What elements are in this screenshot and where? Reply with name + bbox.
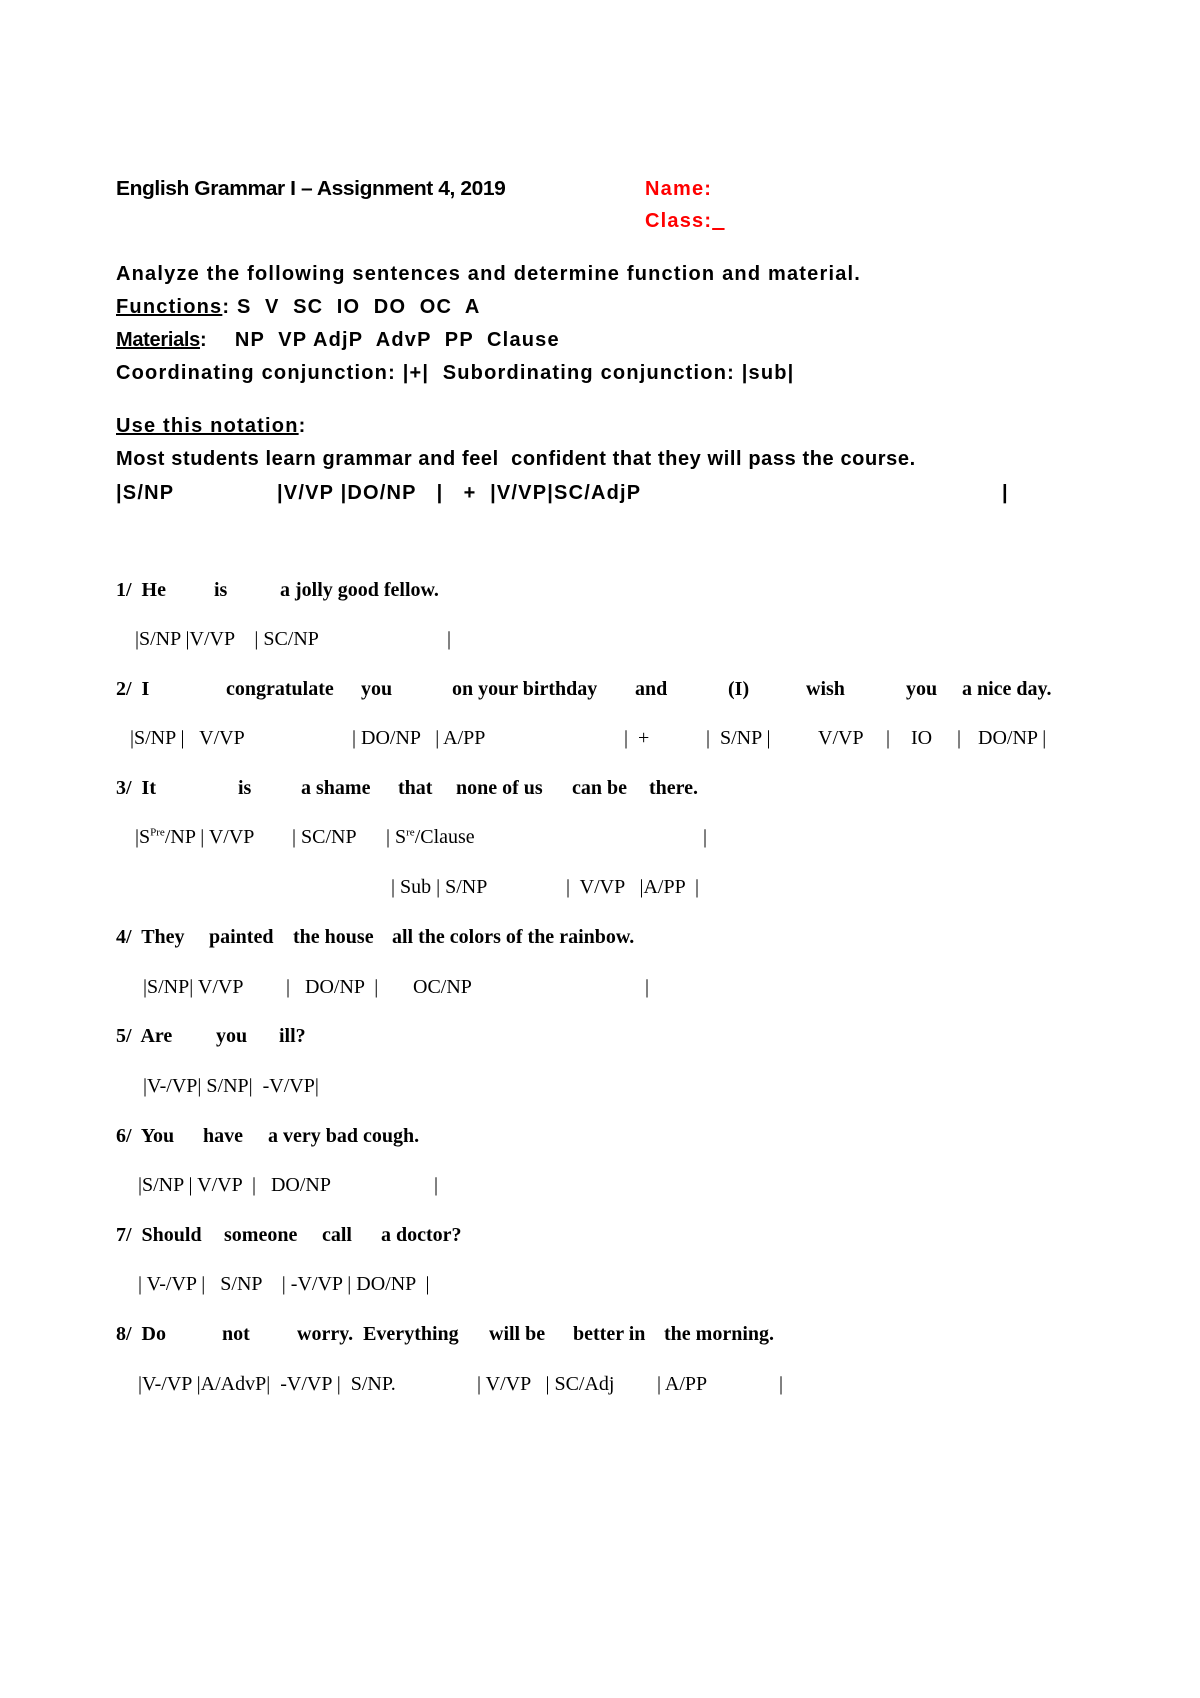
item-3-sentence-part: can be [572,777,627,799]
item-5-sentence-part: ill? [279,1025,306,1047]
item-3-sentence-part: that [398,777,433,799]
notation-heading: Use this notation: [116,415,307,437]
item-6-sentence-part: 6/ You [116,1125,175,1147]
item-2-analysis-part: | [957,727,962,749]
item-8-analysis-part: | [779,1373,784,1395]
superscript: re [406,826,415,839]
item-2-analysis-part: DO/NP | [978,727,1047,749]
analysis-segment: /Clause [414,826,475,848]
item-3-sentence-part: is [238,777,252,799]
subject-label: | S [386,826,407,848]
item-7-sentence-part: a doctor? [381,1224,462,1246]
item-7-analysis-part: | V-/VP | S/NP | -V/VP | DO/NP | [138,1273,430,1295]
item-2-sentence-part: wish [806,678,845,700]
class-label: Class:_ [645,210,725,232]
item-3-analysis-line [386,826,475,849]
item-2-sentence-part: you [361,678,393,700]
item-4-sentence-part: 4/ They [116,926,185,948]
item-3-analysis-part: | SC/NP [292,826,357,848]
item-1-analysis-part: | [447,628,452,650]
item-6-sentence-part: a very bad cough. [268,1125,420,1147]
item-8-sentence-part: 8/ Do [116,1323,166,1345]
item-3-analysis-line [135,826,254,849]
item-2-analysis-part: V/VP [818,727,864,749]
example-analysis-part: |S/NP [116,482,175,504]
item-2-analysis-part: | S/NP | [706,727,771,749]
item-2-analysis-part: IO [911,727,933,749]
item-6-sentence-part: have [203,1125,243,1147]
functions-list: : S V SC IO DO OC A [222,296,481,318]
example-sentence: Most students learn grammar and feel confident that they will pass the course. [116,448,916,470]
functions-label: Functions [116,296,223,318]
item-5-sentence-part: 5/ Are [116,1025,173,1047]
instruction-text: Analyze the following sentences and determine function and material. [116,263,862,285]
item-4-sentence-part: the house [293,926,374,948]
item-2-sentence-part: congratulate [226,678,334,700]
item-7-sentence-part: 7/ Should [116,1224,202,1246]
item-1-sentence-part: 1/ He [116,579,166,601]
item-6-analysis-part: | [434,1174,439,1196]
conjunctions-line: Coordinating conjunction: |+| Subordinating conjunction: |sub| [116,362,795,384]
item-3-sentence-part: none of us [456,777,543,799]
item-4-analysis-part: |S/NP| V/VP [143,976,244,998]
item-7-sentence-part: call [322,1224,352,1246]
example-analysis-part: | [1002,482,1009,504]
functions-line [116,296,481,319]
materials-line [116,329,560,352]
item-1-sentence-part: is [214,579,228,601]
item-4-analysis-part: | [645,976,650,998]
item-8-sentence-part: will be [489,1323,546,1345]
item-2-analysis-part: | [886,727,891,749]
item-2-sentence-part: a nice day. [962,678,1052,700]
item-2-sentence-part: (I) [728,678,750,700]
item-5-sentence-part: you [216,1025,248,1047]
item-8-sentence-part: better in [573,1323,646,1345]
item-2-analysis-part: | DO/NP | A/PP [352,727,486,749]
item-2-analysis-part: | + [624,727,650,749]
analysis-segment: /NP | V/VP [164,826,255,848]
item-2-analysis-part: |S/NP | V/VP [130,727,245,749]
item-8-analysis-part: |V-/VP |A/AdvP| -V/VP | S/NP. [138,1373,396,1395]
item-8-sentence-part: worry. Everything [297,1323,459,1345]
item-8-analysis-part: | A/PP [657,1373,708,1395]
item-2-sentence-part: on your birthday [452,678,598,700]
item-1-sentence-part: a jolly good fellow. [280,579,439,601]
item-7-sentence-part: someone [224,1224,298,1246]
item-2-sentence-part: 2/ I [116,678,150,700]
item-3-analysis2-part: | V/VP |A/PP | [566,876,699,898]
item-1-analysis-part: |S/NP |V/VP | SC/NP [135,628,319,650]
item-3-sentence-part: there. [649,777,699,799]
item-8-sentence-part: not [222,1323,250,1345]
item-3-analysis-part: | [703,826,708,848]
item-4-sentence-part: all the colors of the rainbow. [392,926,635,948]
item-8-analysis-part: | V/VP | SC/Adj [477,1373,615,1395]
materials-label: Materials [116,329,201,351]
item-4-sentence-part: painted [209,926,274,948]
item-4-analysis-part: | DO/NP | [286,976,379,998]
item-6-analysis-part: |S/NP | V/VP | DO/NP [138,1174,331,1196]
item-2-sentence-part: and [635,678,668,700]
item-2-sentence-part: you [906,678,938,700]
item-3-analysis2-part: | Sub | S/NP [391,876,488,898]
subject-label: |S [135,826,151,848]
item-3-sentence-part: 3/ It [116,777,156,799]
materials-list: : NP VP AdjP AdvP PP Clause [200,329,560,351]
item-5-analysis-part: |V-/VP| S/NP| -V/VP| [143,1075,319,1097]
example-analysis-part: |V/VP |DO/NP | + |V/VP|SC/AdjP [277,482,642,504]
superscript: Pre [150,826,165,839]
item-8-sentence-part: the morning. [664,1323,774,1345]
item-3-sentence-part: a shame [301,777,371,799]
name-label: Name: [645,178,713,200]
assignment-title: English Grammar I – Assignment 4, 2019 [116,178,506,200]
item-4-analysis-part: OC/NP [413,976,472,998]
